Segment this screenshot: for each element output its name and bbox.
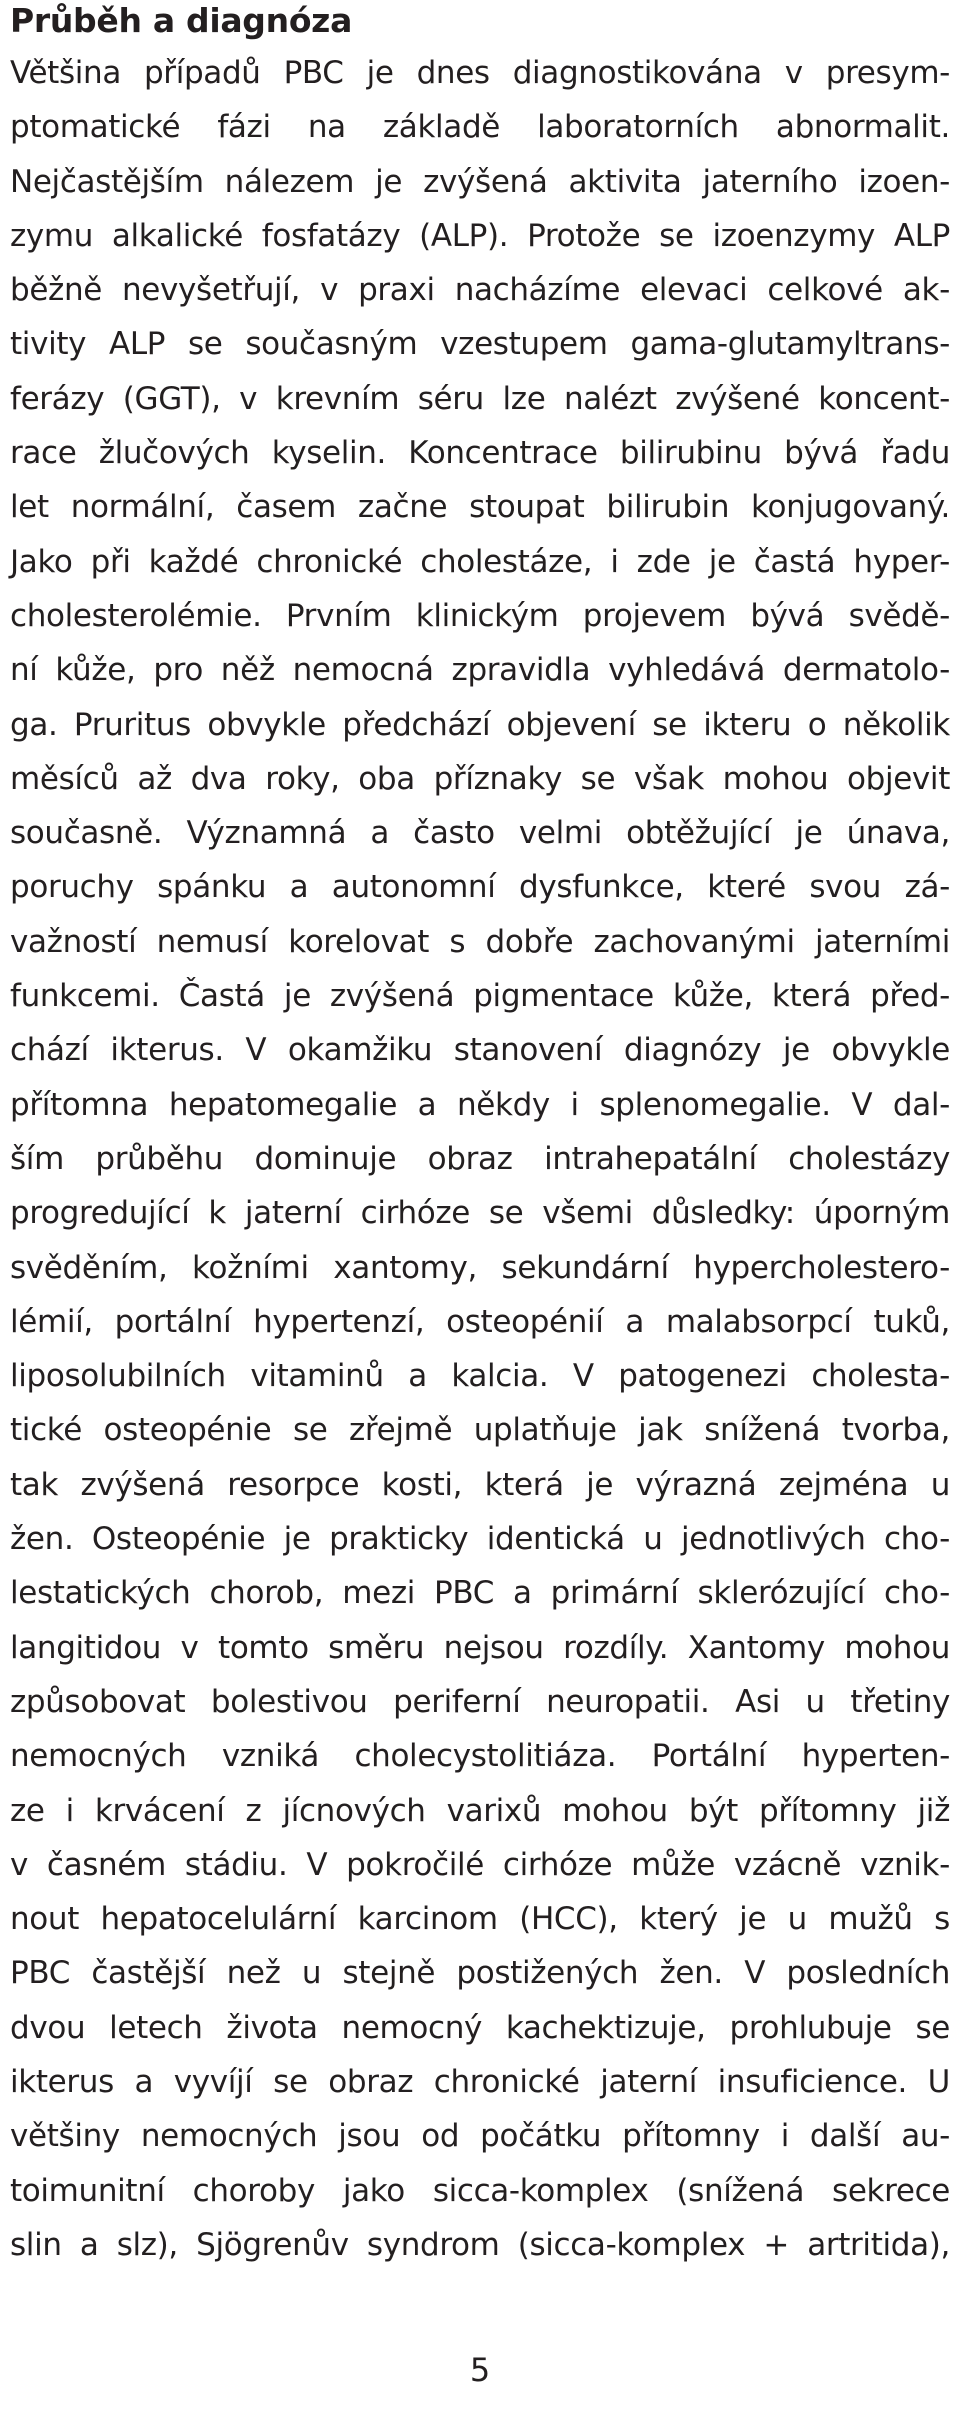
text-line: lestatických chorob, mezi PBC a primární sklerózující cho- — [10, 1575, 950, 1612]
section-heading: Průběh a diagnóza — [10, 1, 353, 40]
text-line: važností nemusí korelovat s dobře zachovanými jaterními — [10, 923, 950, 960]
text-line: způsobovat bolestivou periferní neuropatii. Asi u třetiny — [10, 1683, 950, 1720]
text-line: běžně nevyšetřují, v praxi nacházíme elevaci celkové ak- — [10, 272, 950, 309]
text-line: dvou letech života nemocný kachektizuje, prohlubuje se — [10, 2009, 950, 2046]
text-line: race žlučových kyselin. Koncentrace bilirubinu bývá řadu — [10, 435, 950, 472]
text-line: ga. Pruritus obvykle předchází objevení se ikteru o několik — [10, 706, 950, 743]
text-line: svěděním, kožními xantomy, sekundární hypercholestero- — [10, 1249, 950, 1286]
text-line: většiny nemocných jsou od počátku přítomny i další au- — [10, 2118, 950, 2155]
text-line: tivity ALP se současným vzestupem gama-glutamyltrans- — [10, 326, 950, 363]
text-line: přítomna hepatomegalie a někdy i splenomegalie. V dal- — [10, 1086, 950, 1123]
text-line: současně. Významná a často velmi obtěžující je únava, — [10, 815, 950, 852]
page-number: 5 — [469, 2351, 491, 2389]
text-line: ikterus a vyvíjí se obraz chronické jaterní insuficience. U — [10, 2063, 950, 2100]
text-line: ferázy (GGT), v krevním séru lze nalézt zvýšené koncent- — [10, 380, 950, 417]
text-line: toimunitní choroby jako sicca-komplex (snížená sekrece — [10, 2172, 950, 2209]
text-line: liposolubilních vitaminů a kalcia. V patogenezi cholesta- — [10, 1358, 950, 1395]
text-line: langitidou v tomto směru nejsou rozdíly. Xantomy mohou — [10, 1629, 950, 1666]
text-line: funkcemi. Častá je zvýšená pigmentace kůže, která před- — [10, 978, 950, 1015]
text-line: cholesterolémie. Prvním klinickým projevem bývá svědě- — [10, 597, 950, 634]
text-line: lémií, portální hypertenzí, osteopénií a malabsorpcí tuků, — [10, 1303, 950, 1340]
text-line: nout hepatocelulární karcinom (HCC), který je u mužů s — [10, 1901, 950, 1938]
text-line: ze i krvácení z jícnových varixů mohou být přítomny již — [10, 1792, 950, 1829]
text-line: Jako při každé chronické cholestáze, i zde je častá hyper- — [10, 543, 950, 580]
text-line: měsíců až dva roky, oba příznaky se však mohou objevit — [10, 760, 950, 797]
text-line: ptomatické fázi na základě laboratorních abnormalit. — [10, 109, 950, 146]
text-line: zymu alkalické fosfatázy (ALP). Protože se izoenzymy ALP — [10, 217, 950, 254]
text-line: tické osteopénie se zřejmě uplatňuje jak snížená tvorba, — [10, 1412, 950, 1449]
text-line: ším průběhu dominuje obraz intrahepatální cholestázy — [10, 1140, 950, 1177]
text-line: poruchy spánku a autonomní dysfunkce, které svou zá- — [10, 869, 950, 906]
text-line: progredující k jaterní cirhóze se všemi důsledky: úporným — [10, 1195, 950, 1232]
text-line: v časném stádiu. V pokročilé cirhóze může vzácně vznik- — [10, 1846, 950, 1883]
text-line: žen. Osteopénie je prakticky identická u jednotlivých cho- — [10, 1521, 950, 1558]
text-line: PBC častější než u stejně postižených žen. V posledních — [10, 1955, 950, 1992]
text-line: ní kůže, pro něž nemocná zpravidla vyhledává dermatolo- — [10, 652, 950, 689]
text-line: tak zvýšená resorpce kosti, která je výrazná zejména u — [10, 1466, 950, 1503]
text-line: nemocných vzniká cholecystolitiáza. Portální hyperten- — [10, 1738, 950, 1775]
body-text — [10, 46, 950, 2272]
text-line: Nejčastějším nálezem je zvýšená aktivita jaterního izoen- — [10, 163, 950, 200]
text-line: chází ikterus. V okamžiku stanovení diagnózy je obvykle — [10, 1032, 950, 1069]
text-line: Většina případů PBC je dnes diagnostikována v presym- — [10, 55, 950, 91]
text-line: slin a slz), Sjögrenův syndrom (sicca-komplex + artritida), — [10, 2226, 950, 2263]
text-line: let normální, časem začne stoupat bilirubin konjugovaný. — [10, 489, 950, 526]
